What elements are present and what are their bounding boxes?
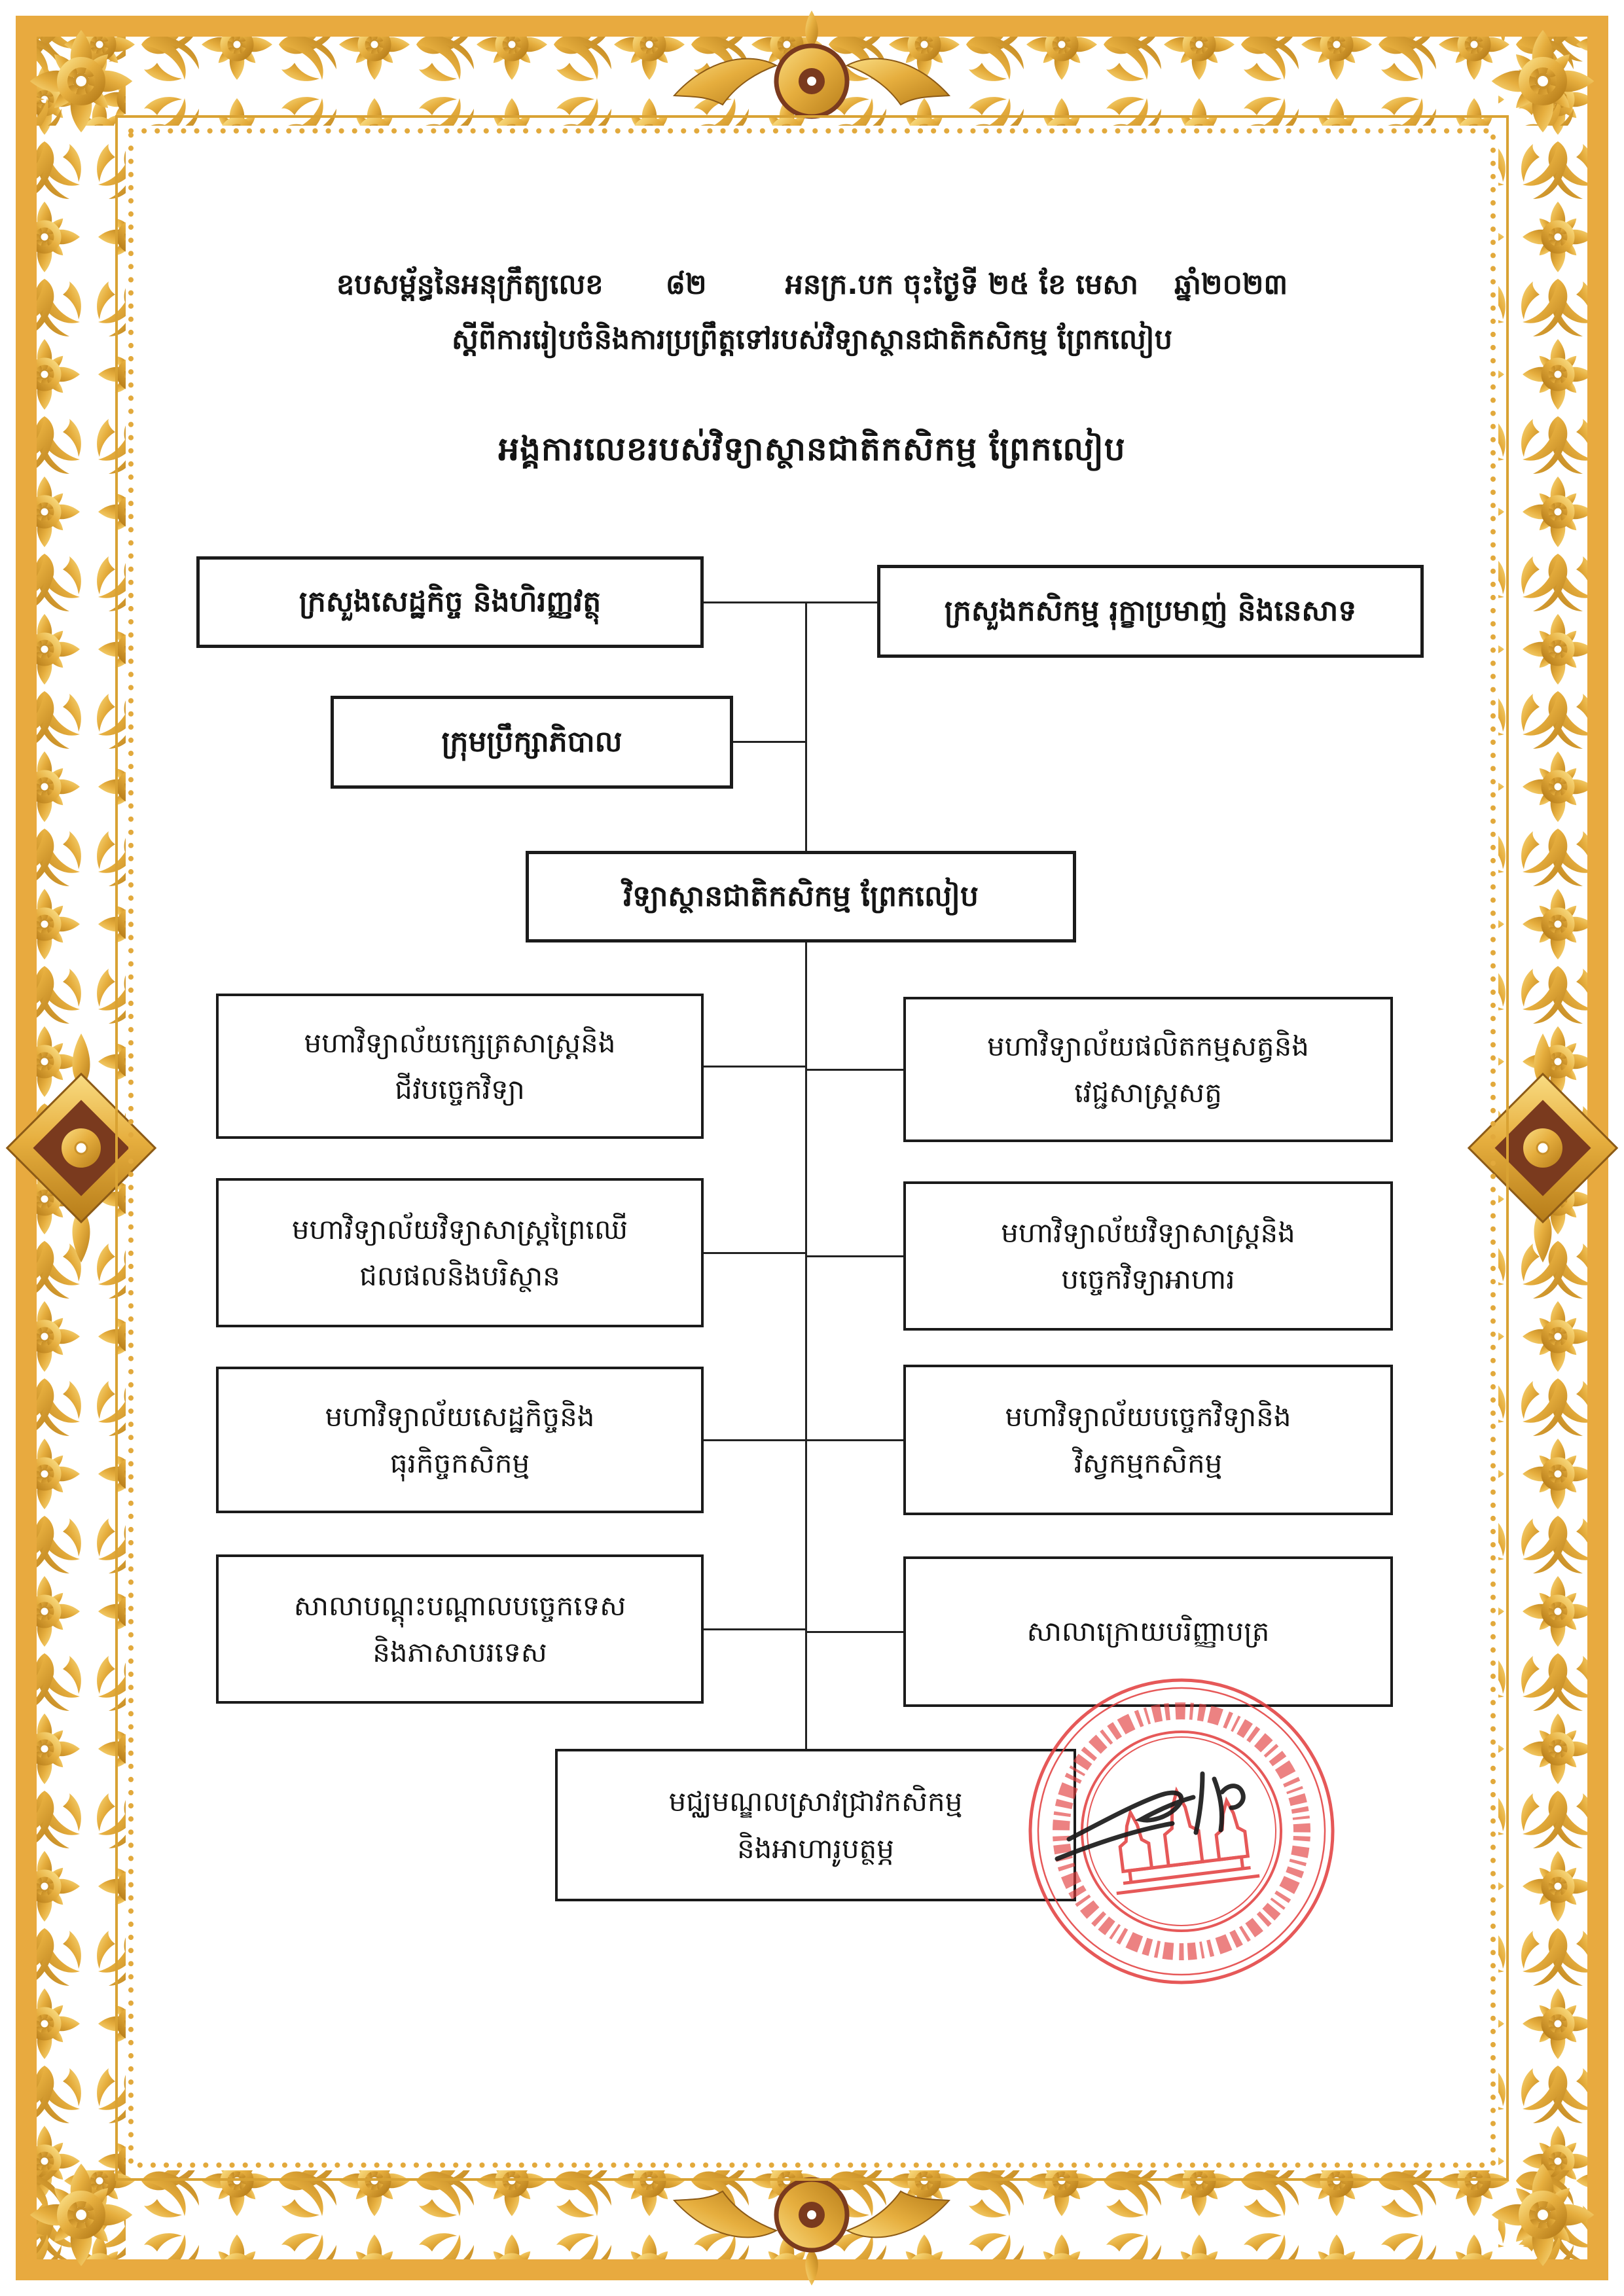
org-box-label-line1: មហាវិទ្យាល័យវិទ្យាសាស្ត្រព្រៃឈើ bbox=[291, 1213, 628, 1246]
org-box-label-line1: សាលាក្រោយបរិញ្ញាបត្រ bbox=[1026, 1615, 1270, 1648]
org-box-school-technical-languages bbox=[216, 1554, 704, 1704]
org-box-institute bbox=[526, 851, 1076, 942]
outer-gold-band bbox=[26, 26, 1598, 2270]
connector-line bbox=[704, 601, 877, 603]
org-box-label-line2: និងភាសាបរទេស bbox=[372, 1636, 547, 1668]
connector-line bbox=[733, 741, 806, 743]
decree-number: ៨២ bbox=[665, 268, 707, 301]
org-box-label-line1: មហាវិទ្យាល័យផលិតកម្មសត្វនិង bbox=[987, 1030, 1309, 1062]
org-box-label: វិទ្យាស្ថានជាតិកសិកម្ម ព្រែកលៀប bbox=[623, 879, 979, 913]
org-box-label-line2: ជីវបច្ចេកវិទ្យា bbox=[395, 1073, 525, 1105]
connector-line bbox=[806, 1631, 903, 1633]
org-box-label-line2: និងអាហារូបត្ថម្ភ bbox=[737, 1832, 894, 1865]
connector-line bbox=[704, 1252, 806, 1254]
seal-rings bbox=[1018, 1668, 1345, 1995]
connector-line bbox=[806, 1069, 903, 1071]
org-box-research-nutrition-center bbox=[555, 1749, 1076, 1901]
org-box-label-line2: វិស្វកម្មកសិកម្ម bbox=[1074, 1447, 1223, 1479]
org-box-label-line1: មហាវិទ្យាល័យក្សេត្រសាស្ត្រនិង bbox=[304, 1026, 616, 1059]
org-box-label-line1: មជ្ឈមណ្ឌលស្រាវជ្រាវកសិកម្ម bbox=[668, 1785, 963, 1818]
decree-year: ឆ្នាំ២០២៣ bbox=[1174, 268, 1288, 301]
org-box-label-line1: មហាវិទ្យាល័យវិទ្យាសាស្ត្រនិង bbox=[1001, 1216, 1295, 1249]
connector-line bbox=[704, 1628, 806, 1630]
page-title: អង្គការលេខរបស់វិទ្យាស្ថានជាតិកសិកម្ម ព្រែកលៀប bbox=[498, 430, 1126, 468]
org-box-label-line1: មហាវិទ្យាល័យបច្ចេកវិទ្យានិង bbox=[1005, 1400, 1291, 1433]
org-box-label-line2: បច្ចេកវិទ្យាអាហារ bbox=[1061, 1263, 1235, 1295]
connector-line bbox=[806, 1439, 903, 1441]
connector-line bbox=[806, 1255, 903, 1257]
org-box-label: ក្រសួងសេដ្ឋកិច្ច និងហិរញ្ញវត្ថុ bbox=[298, 584, 602, 619]
org-box-ministry-economy-finance bbox=[196, 556, 704, 648]
annex-subtitle-line1 bbox=[157, 267, 1467, 304]
connector-line bbox=[704, 1066, 806, 1067]
org-box-label: ក្រុមប្រឹក្សាភិបាល bbox=[441, 725, 623, 759]
connector-line bbox=[704, 1439, 806, 1441]
official-red-seal bbox=[1018, 1668, 1345, 1995]
decree-date: អនក្រ.បក ចុះថ្ងៃទី ២៥ ខែ មេសា bbox=[785, 268, 1138, 301]
org-box-faculty-food-science-tech bbox=[903, 1181, 1393, 1331]
org-box-faculty-agronomy-biotech bbox=[216, 994, 704, 1139]
org-box-ministry-agriculture bbox=[877, 565, 1424, 658]
org-box-faculty-tech-agri-engineering bbox=[903, 1365, 1393, 1515]
org-box-label: ក្រសួងកសិកម្ម រុក្ខាប្រមាញ់ និងនេសាទ bbox=[944, 594, 1357, 628]
org-box-label-line2: ជលផលនិងបរិស្ថាន bbox=[359, 1260, 560, 1292]
org-box-label-line1: សាលាបណ្តុះបណ្តាលបច្ចេកទេស bbox=[293, 1589, 626, 1622]
annex-subtitle-line2: ស្តីពីការរៀបចំនិងការប្រព្រឹត្តទៅរបស់វិទ្យាស្ថានជាតិកសិកម្ម ព្រែកលៀប bbox=[451, 323, 1173, 356]
annex-ref-text: ឧបសម្ព័ន្ធនៃអនុក្រឹត្យលេខ bbox=[336, 268, 604, 301]
org-box-faculty-economics-agribusiness bbox=[216, 1367, 704, 1513]
org-box-faculty-forestry-fisheries-env bbox=[216, 1178, 704, 1327]
org-box-label-line2: វេជ្ជសាស្ត្រសត្វ bbox=[1074, 1077, 1222, 1109]
org-box-faculty-animal-production-vet bbox=[903, 997, 1393, 1142]
connector-line bbox=[805, 601, 807, 852]
org-box-label-line1: មហាវិទ្យាល័យសេដ្ឋកិច្ចនិង bbox=[325, 1400, 595, 1433]
org-box-label-line2: ធុរកិច្ចកសិកម្ម bbox=[389, 1447, 530, 1479]
org-box-board-of-directors bbox=[331, 696, 733, 789]
